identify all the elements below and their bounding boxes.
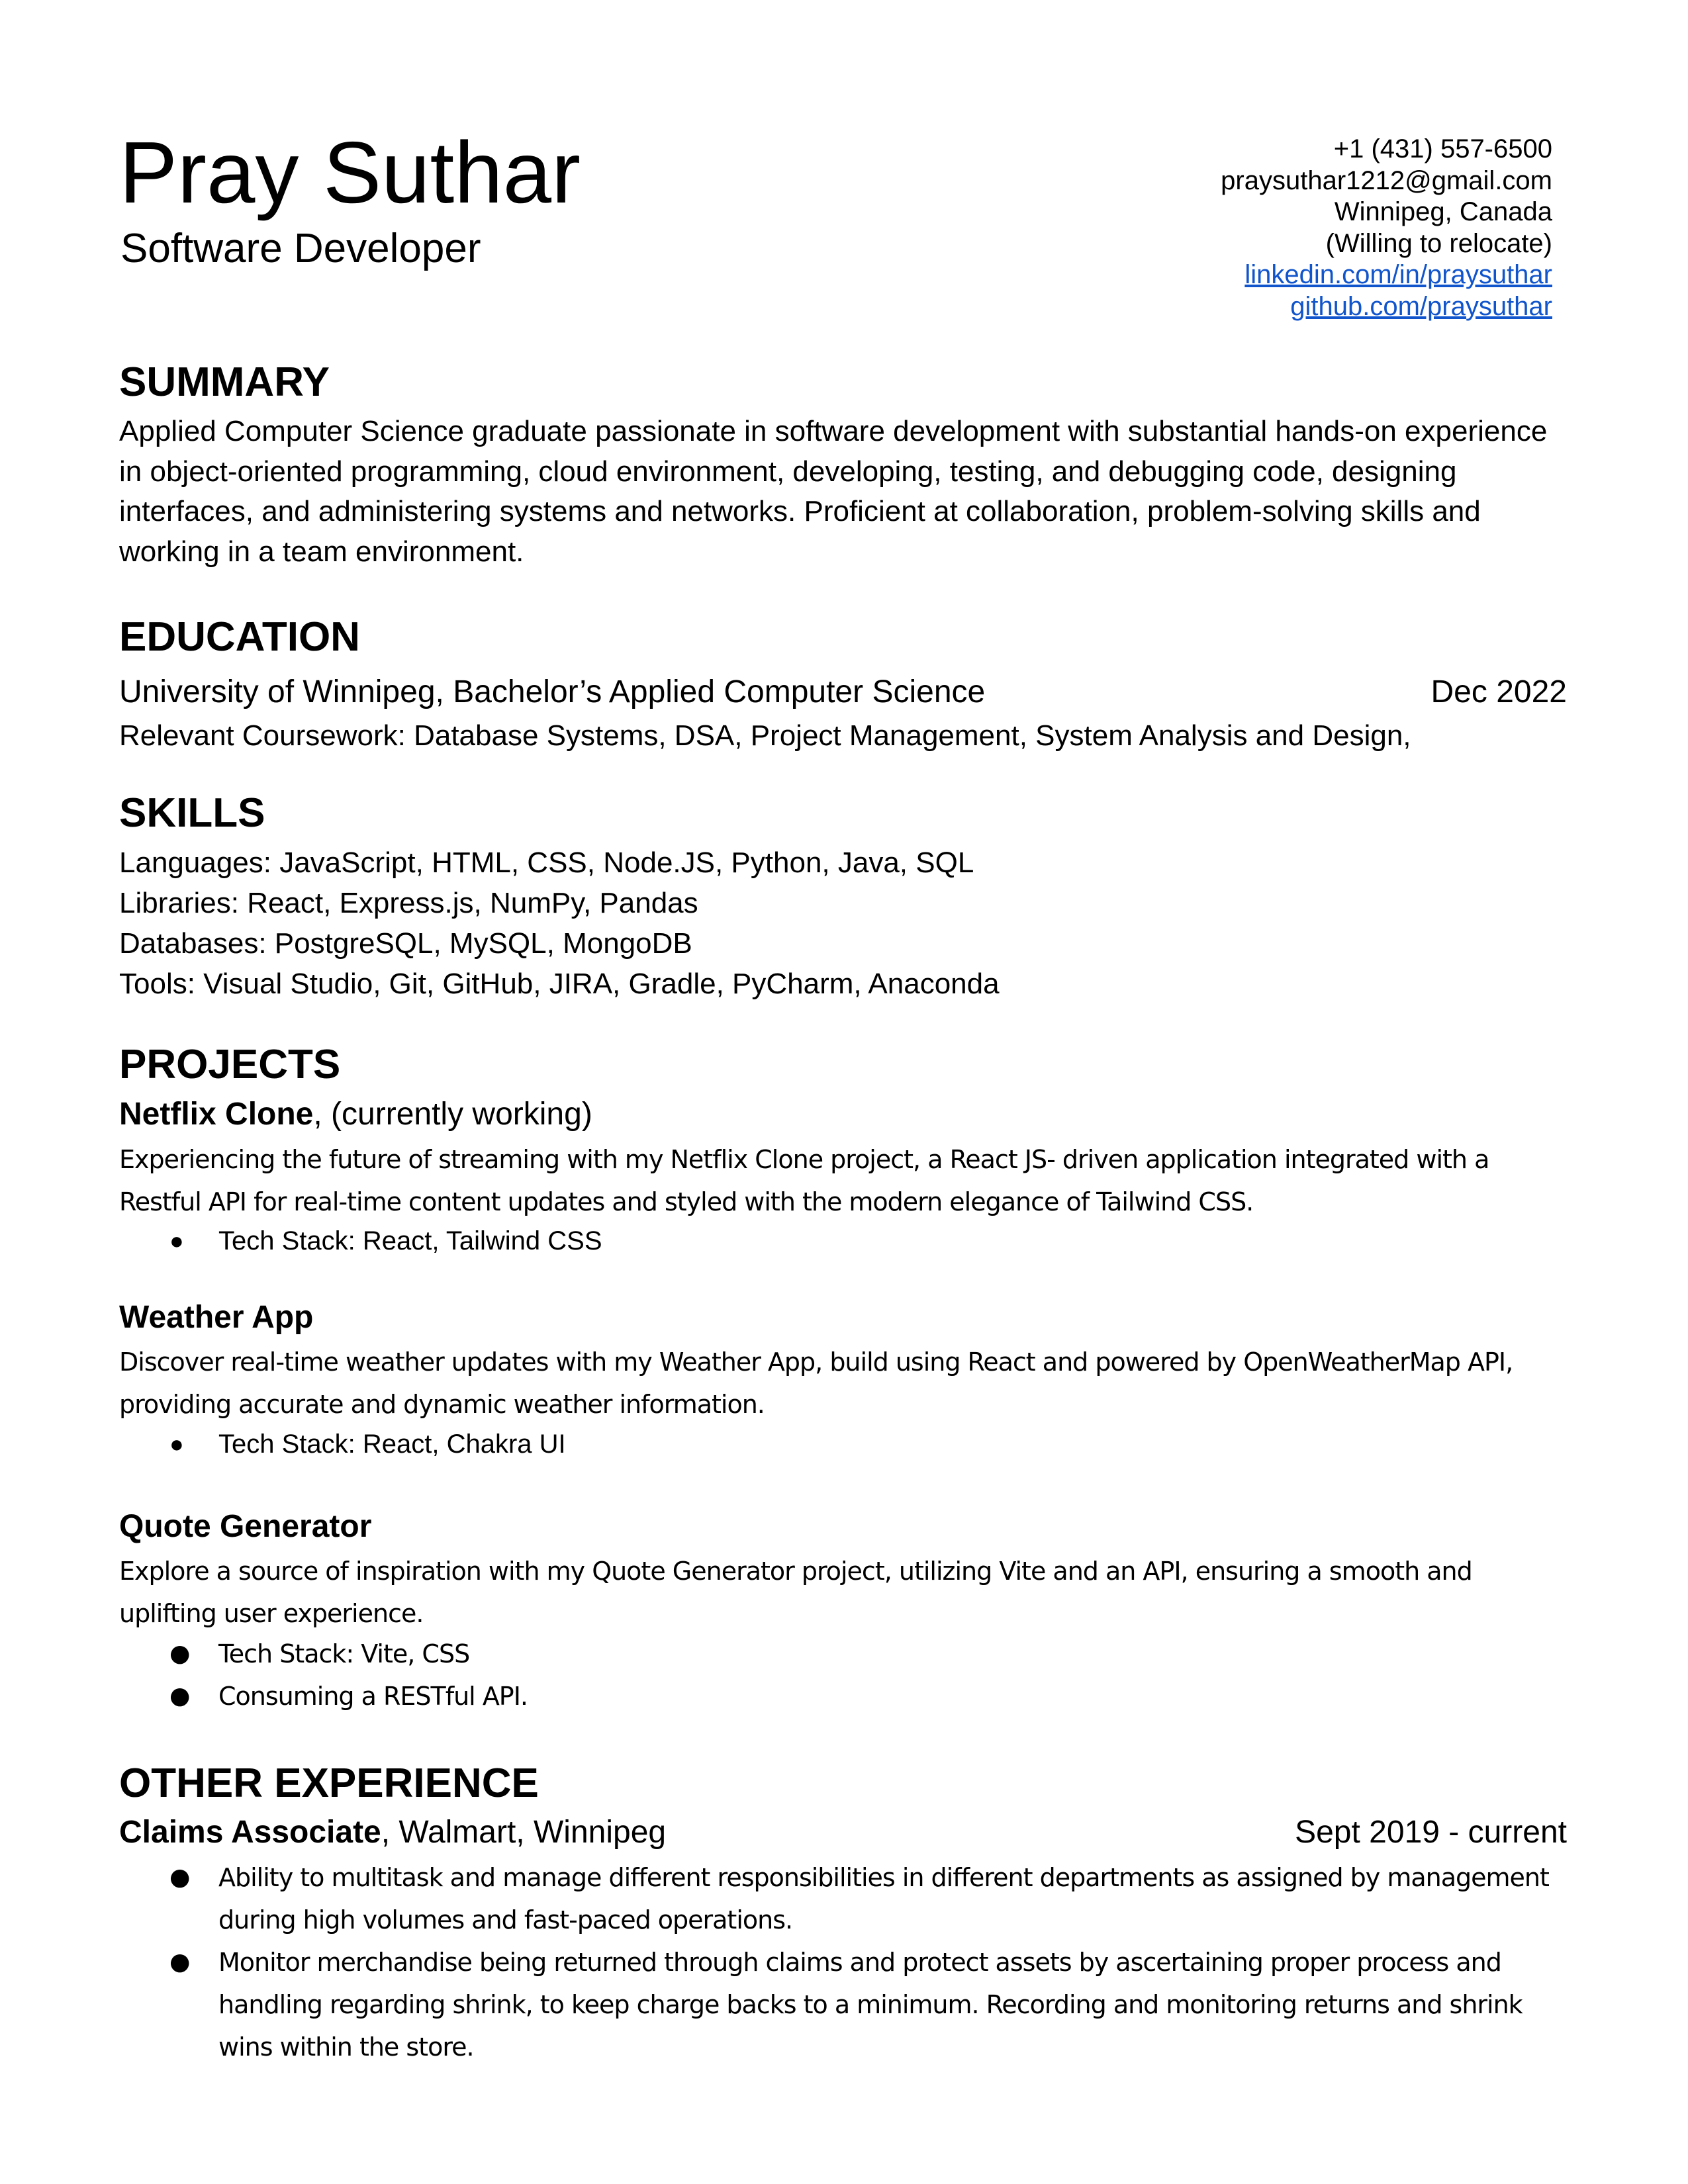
project-description: Explore a source of inspiration with my Quote Generator project, utilizing Vite and an API, ensuring a smooth and uplifting user experience. [119, 1557, 1472, 1628]
project-title [119, 1511, 371, 1543]
experience-bullets [164, 1856, 1554, 2068]
education-date: Dec 2022 [1430, 674, 1567, 709]
project-description: Experiencing the future of streaming with my Netflix Clone project, a React JS- driven application integrated with a Restful API for real-time content updates and styled with the modern elegance of Tailwind CSS. [119, 1145, 1489, 1216]
candidate-name: Pray Suthar [119, 124, 581, 221]
list-item: ● Tech Stack: React, Chakra UI [164, 1423, 1554, 1465]
experience-company: , Walmart, Winnipeg [381, 1815, 667, 1850]
bullet-icon: ● [169, 1640, 190, 1667]
github-link[interactable]: github.com/praysuthar [1290, 291, 1552, 321]
experience-date: Sept 2019 - current [1295, 1815, 1567, 1850]
bullet-icon: ● [169, 1682, 190, 1709]
contact-relocate: (Willing to relocate) [1325, 228, 1552, 258]
project-title [119, 1099, 592, 1130]
summary-text: Applied Computer Science graduate passionate in software development with substantial hands-on experience in object-oriented programming, cloud environment, developing, testing, and debugging code, designing interfaces, and administering systems and networks. Proficient at collaboration, problem-solving skills and working in a team environment. [119, 415, 1548, 568]
project-status: , (currently working) [313, 1097, 592, 1132]
bullet-icon: ● [169, 1227, 184, 1254]
project-name: Quote Generator [119, 1509, 372, 1544]
skills-tools: Tools: Visual Studio, Git, GitHub, JIRA, Gradle, PyCharm, Anaconda [119, 968, 1000, 1000]
skills-libraries: Libraries: React, Express.js, NumPy, Pandas [119, 887, 698, 919]
education-degree: University of Winnipeg, Bachelor’s Applied Computer Science [119, 674, 986, 709]
list-item: ● Ability to multitask and manage different responsibilities in different departments as assigned by management during high volumes and fast-paced operations. [164, 1856, 1554, 1941]
summary-heading: SUMMARY [119, 359, 330, 405]
list-item: ● Tech Stack: React, Tailwind CSS [164, 1220, 1554, 1262]
candidate-role: Software Developer [120, 226, 481, 271]
education-heading: EDUCATION [119, 614, 360, 660]
bullet-icon: ● [169, 1430, 184, 1457]
experience-heading: OTHER EXPERIENCE [119, 1760, 539, 1806]
project-title [119, 1302, 313, 1334]
list-item: ● Tech Stack: Vite, CSS [164, 1633, 1554, 1675]
list-item: ● Monitor merchandise being returned through claims and protect assets by ascertaining proper process and handling regarding shrink, to keep charge backs to a minimum. Recording and monitoring returns and shrink wins within the store. [164, 1941, 1554, 2068]
project-bullets [164, 1220, 1554, 1262]
contact-block [1221, 134, 1552, 322]
project-name: Netflix Clone [119, 1097, 314, 1132]
experience-title [119, 1817, 666, 1848]
projects-heading: PROJECTS [119, 1042, 341, 1087]
contact-location: Winnipeg, Canada [1334, 197, 1552, 226]
skills-heading: SKILLS [119, 790, 265, 836]
project-bullets [164, 1633, 1554, 1717]
linkedin-link[interactable]: linkedin.com/in/praysuthar [1244, 260, 1552, 289]
list-item: ● Consuming a RESTful API. [164, 1675, 1554, 1717]
skills-databases: Databases: PostgreSQL, MySQL, MongoDB [119, 927, 692, 960]
bullet-icon: ● [169, 1948, 190, 1976]
project-name: Weather App [119, 1300, 314, 1335]
bullet-icon: ● [169, 1864, 190, 1891]
education-coursework: Relevant Coursework: Database Systems, DSA, Project Management, System Analysis and Design, [119, 719, 1411, 752]
skills-languages: Languages: JavaScript, HTML, CSS, Node.JS, Python, Java, SQL [119, 846, 974, 879]
contact-phone: +1 (431) 557-6500 [1333, 134, 1552, 163]
contact-email: praysuthar1212@gmail.com [1221, 165, 1552, 195]
project-bullets [164, 1423, 1554, 1465]
project-description: Discover real-time weather updates with my Weather App, build using React and powered by OpenWeatherMap API, providing accurate and dynamic weather information. [119, 1347, 1513, 1419]
experience-role: Claims Associate [119, 1815, 381, 1850]
